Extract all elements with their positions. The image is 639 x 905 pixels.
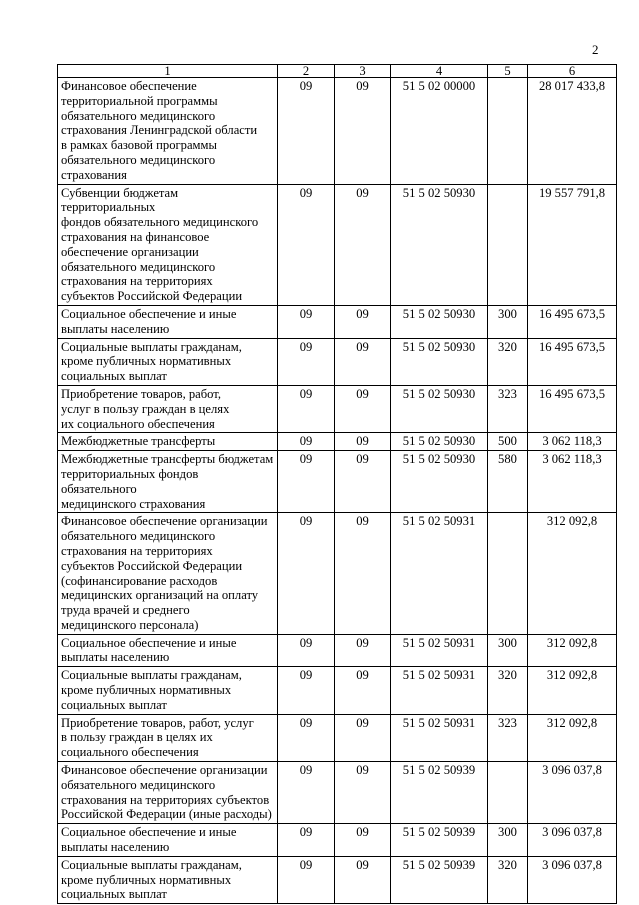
row-expense-type-cell [488, 78, 528, 185]
row-section-cell: 09 [278, 433, 335, 451]
row-target-article-cell: 51 5 02 50930 [391, 305, 488, 338]
row-name-cell: Социальные выплаты гражданам, кроме публичных нормативных социальных выплат [58, 856, 278, 903]
table-row [58, 78, 617, 185]
row-name-cell: Межбюджетные трансферты [58, 433, 278, 451]
row-subsection-cell: 09 [335, 78, 391, 185]
row-name-cell: Приобретение товаров, работ, услуг в пользу граждан в целях их социального обеспечения [58, 385, 278, 432]
row-amount-cell: 19 557 791,8 [528, 184, 617, 305]
row-amount-cell: 3 096 037,8 [528, 856, 617, 903]
column-header-2: 2 [278, 65, 335, 78]
row-expense-type-cell: 580 [488, 451, 528, 513]
row-expense-type-cell [488, 762, 528, 824]
column-header-3: 3 [335, 65, 391, 78]
table-row [58, 338, 617, 385]
row-target-article-cell: 51 5 02 50931 [391, 634, 488, 667]
column-header-4: 4 [391, 65, 488, 78]
row-target-article-cell: 51 5 02 50939 [391, 762, 488, 824]
column-number-row [58, 65, 617, 78]
row-name-cell: Социальные выплаты гражданам, кроме публичных нормативных социальных выплат [58, 338, 278, 385]
row-amount-cell: 312 092,8 [528, 714, 617, 761]
row-expense-type-cell: 320 [488, 338, 528, 385]
table-row [58, 634, 617, 667]
row-amount-cell: 312 092,8 [528, 634, 617, 667]
row-target-article-cell: 51 5 02 50930 [391, 385, 488, 432]
row-expense-type-cell: 323 [488, 714, 528, 761]
row-subsection-cell: 09 [335, 305, 391, 338]
row-target-article-cell: 51 5 02 50939 [391, 824, 488, 857]
table-row [58, 667, 617, 714]
row-subsection-cell: 09 [335, 513, 391, 634]
row-subsection-cell: 09 [335, 184, 391, 305]
row-amount-cell: 16 495 673,5 [528, 338, 617, 385]
row-target-article-cell: 51 5 02 50930 [391, 451, 488, 513]
row-expense-type-cell: 300 [488, 634, 528, 667]
row-subsection-cell: 09 [335, 634, 391, 667]
row-section-cell: 09 [278, 634, 335, 667]
row-name-cell: Приобретение товаров, работ, услуг в пользу граждан в целях их социального обеспечения [58, 714, 278, 761]
row-expense-type-cell: 300 [488, 824, 528, 857]
row-expense-type-cell: 300 [488, 305, 528, 338]
row-target-article-cell: 51 5 02 00000 [391, 78, 488, 185]
row-subsection-cell: 09 [335, 385, 391, 432]
table-row [58, 451, 617, 513]
row-target-article-cell: 51 5 02 50930 [391, 184, 488, 305]
column-header-1: 1 [58, 65, 278, 78]
row-target-article-cell: 51 5 02 50930 [391, 433, 488, 451]
row-section-cell: 09 [278, 824, 335, 857]
row-section-cell: 09 [278, 513, 335, 634]
row-subsection-cell: 09 [335, 338, 391, 385]
table-row [58, 433, 617, 451]
row-section-cell: 09 [278, 385, 335, 432]
row-section-cell: 09 [278, 451, 335, 513]
row-amount-cell: 3 062 118,3 [528, 451, 617, 513]
row-expense-type-cell: 320 [488, 667, 528, 714]
row-section-cell: 09 [278, 305, 335, 338]
row-section-cell: 09 [278, 667, 335, 714]
page-number: 2 [592, 42, 599, 57]
row-name-cell: Субвенции бюджетам территориальных фондов обязательного медицинского страхования на финансовое обеспечение организации обязательного медицинского страхования на территориях субъектов Российской Федерации [58, 184, 278, 305]
table-row [58, 762, 617, 824]
row-section-cell: 09 [278, 714, 335, 761]
table-row [58, 385, 617, 432]
row-amount-cell: 16 495 673,5 [528, 385, 617, 432]
row-name-cell: Финансовое обеспечение организации обязательного медицинского страхования на территориях субъектов Российской Федерации (софинансирование расходов медицинских организаций на оплату труда врачей и среднего медицинского персонала) [58, 513, 278, 634]
row-subsection-cell: 09 [335, 667, 391, 714]
row-expense-type-cell: 323 [488, 385, 528, 432]
table-row [58, 856, 617, 903]
row-subsection-cell: 09 [335, 451, 391, 513]
row-expense-type-cell [488, 184, 528, 305]
row-expense-type-cell: 320 [488, 856, 528, 903]
row-target-article-cell: 51 5 02 50930 [391, 338, 488, 385]
row-expense-type-cell: 500 [488, 433, 528, 451]
row-name-cell: Финансовое обеспечение организации обязательного медицинского страхования на территориях субъектов Российской Федерации (иные расходы) [58, 762, 278, 824]
table-body [58, 78, 617, 904]
row-amount-cell: 28 017 433,8 [528, 78, 617, 185]
budget-table [57, 64, 617, 904]
row-amount-cell: 16 495 673,5 [528, 305, 617, 338]
row-subsection-cell: 09 [335, 714, 391, 761]
row-amount-cell: 3 096 037,8 [528, 824, 617, 857]
column-header-5: 5 [488, 65, 528, 78]
row-amount-cell: 312 092,8 [528, 513, 617, 634]
row-name-cell: Финансовое обеспечение территориальной программы обязательного медицинского страхования Ленинградской области в рамках базовой программы обязательного медицинского страхования [58, 78, 278, 185]
row-subsection-cell: 09 [335, 824, 391, 857]
row-section-cell: 09 [278, 856, 335, 903]
table-row [58, 184, 617, 305]
row-name-cell: Межбюджетные трансферты бюджетам территориальных фондов обязательного медицинского страхования [58, 451, 278, 513]
row-subsection-cell: 09 [335, 433, 391, 451]
table-row [58, 305, 617, 338]
column-header-6: 6 [528, 65, 617, 78]
row-name-cell: Социальное обеспечение и иные выплаты населению [58, 634, 278, 667]
row-amount-cell: 312 092,8 [528, 667, 617, 714]
row-section-cell: 09 [278, 78, 335, 185]
row-subsection-cell: 09 [335, 856, 391, 903]
row-target-article-cell: 51 5 02 50931 [391, 513, 488, 634]
row-target-article-cell: 51 5 02 50939 [391, 856, 488, 903]
row-subsection-cell: 09 [335, 762, 391, 824]
row-expense-type-cell [488, 513, 528, 634]
row-target-article-cell: 51 5 02 50931 [391, 714, 488, 761]
table-row [58, 513, 617, 634]
row-name-cell: Социальные выплаты гражданам, кроме публичных нормативных социальных выплат [58, 667, 278, 714]
row-name-cell: Социальное обеспечение и иные выплаты населению [58, 305, 278, 338]
row-section-cell: 09 [278, 338, 335, 385]
table-row [58, 824, 617, 857]
row-target-article-cell: 51 5 02 50931 [391, 667, 488, 714]
table-row [58, 714, 617, 761]
row-name-cell: Социальное обеспечение и иные выплаты населению [58, 824, 278, 857]
row-amount-cell: 3 062 118,3 [528, 433, 617, 451]
row-section-cell: 09 [278, 762, 335, 824]
row-section-cell: 09 [278, 184, 335, 305]
row-amount-cell: 3 096 037,8 [528, 762, 617, 824]
